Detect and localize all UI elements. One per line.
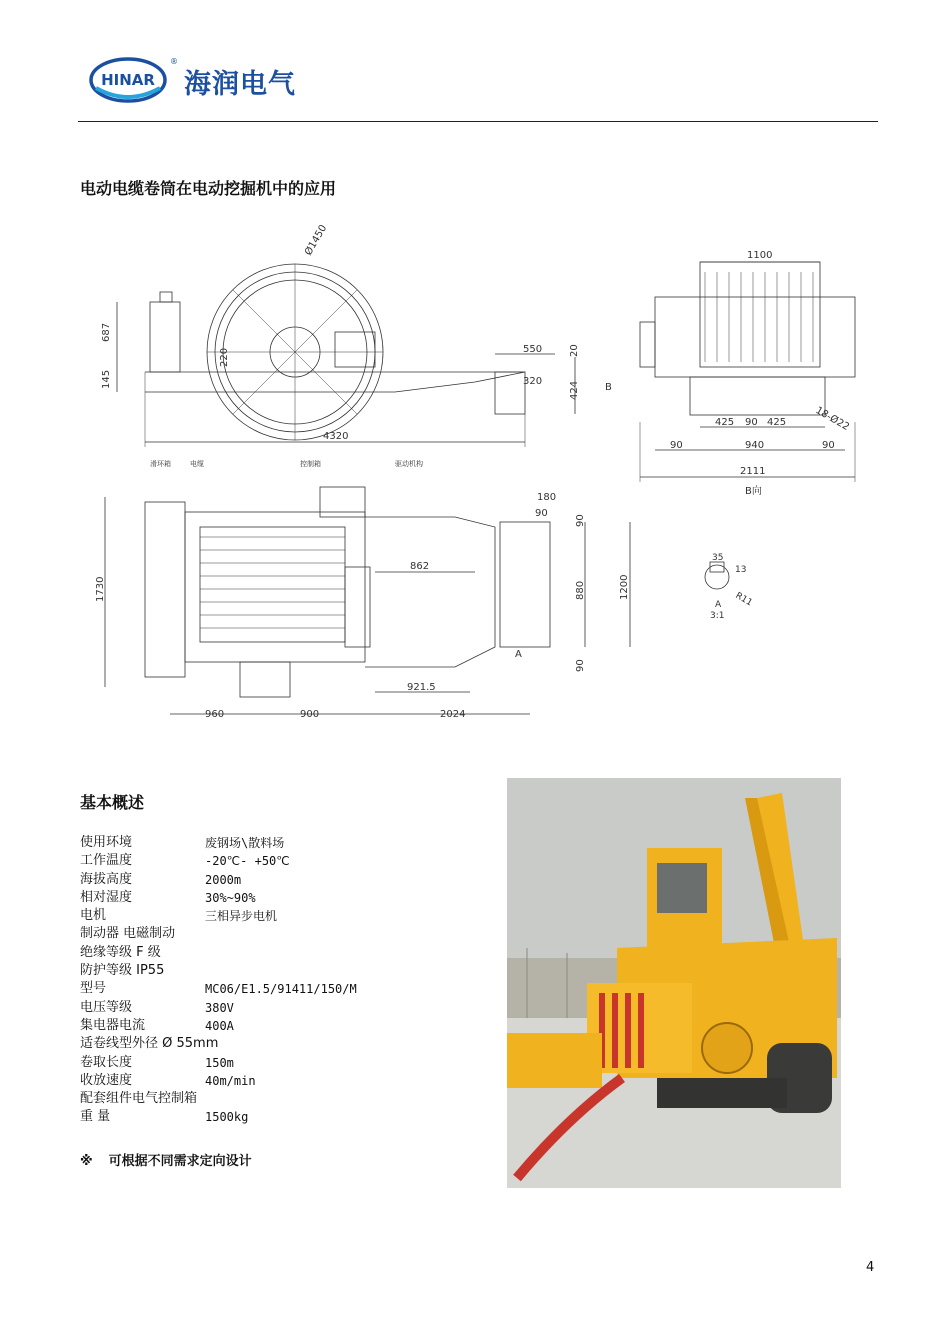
dim-90-mid: 90 xyxy=(745,417,758,428)
custom-design-note xyxy=(80,1150,268,1169)
dim-2111: 2111 xyxy=(740,466,766,477)
dim-20: 20 xyxy=(569,344,580,357)
detail-scale: 3:1 xyxy=(710,611,725,621)
spec-label: 适卷线型外径 Ø 55mm xyxy=(80,1036,219,1052)
note-text: 可根据不同需求定向设计 xyxy=(108,1154,252,1169)
spec-label: 使用环境 xyxy=(80,835,133,850)
spec-label: 绝缘等级 F 级 xyxy=(80,944,161,960)
logo-text: HINAR xyxy=(101,71,155,89)
side-view xyxy=(117,264,575,447)
spec-row xyxy=(80,999,500,1017)
dim-1730: 1730 xyxy=(95,576,106,602)
engineering-drawing xyxy=(95,223,860,732)
spec-row xyxy=(80,1017,500,1035)
spec-value: 150m xyxy=(205,1055,234,1070)
dim-900: 900 xyxy=(300,709,320,720)
spec-label: 防护等级 IP55 xyxy=(80,963,165,979)
spec-row xyxy=(80,1072,500,1090)
dim-687: 687 xyxy=(101,322,112,342)
dim-diameter: Ø1450 xyxy=(303,223,330,258)
dim-862: 862 xyxy=(410,561,430,572)
spec-row xyxy=(80,871,500,889)
dim-220: 220 xyxy=(219,347,230,367)
detail-35: 35 xyxy=(712,553,724,563)
detail-a xyxy=(705,562,729,589)
spec-label: 集电器电流 xyxy=(80,1017,146,1033)
label-a: A xyxy=(515,649,522,660)
header-divider xyxy=(78,121,878,122)
spec-label: 电机 xyxy=(80,908,107,924)
dim-1100: 1100 xyxy=(747,250,773,261)
dim-90-bottom: 90 xyxy=(575,659,586,672)
spec-row xyxy=(80,889,500,907)
spec-row xyxy=(80,1035,500,1053)
dim-145: 145 xyxy=(101,369,112,389)
dim-90a: 90 xyxy=(670,440,683,451)
dim-425b: 425 xyxy=(767,417,787,428)
hinar-logo-icon xyxy=(88,54,178,104)
detail-13: 13 xyxy=(735,565,747,575)
dim-940: 940 xyxy=(745,440,765,451)
dim-425a: 425 xyxy=(715,417,735,428)
spec-value: 40m/min xyxy=(205,1073,256,1088)
spec-row xyxy=(80,1090,500,1108)
spec-value: 400A xyxy=(205,1018,234,1033)
spec-value: 2000m xyxy=(205,872,242,887)
dim-holes: 18-Ø22 xyxy=(813,405,851,434)
spec-value: 30%~90% xyxy=(205,890,256,905)
dim-180: 180 xyxy=(537,492,557,503)
detail-label-a: A xyxy=(715,600,722,610)
application-title: 电动电缆卷筒在电动挖掘机中的应用 xyxy=(80,179,337,198)
plan-view xyxy=(105,487,630,714)
spec-label: 型号 xyxy=(80,981,107,997)
dim-2024: 2024 xyxy=(440,709,466,720)
callout-drive: 驱动机构 xyxy=(395,460,423,468)
callout-control-box: 控制箱 xyxy=(300,460,321,468)
spec-value: 1500kg xyxy=(205,1110,249,1125)
detail-r11: R11 xyxy=(733,590,754,609)
dim-550: 550 xyxy=(523,344,543,355)
spec-label: 重 量 xyxy=(80,1109,111,1125)
spec-label: 配套组件电气控制箱 xyxy=(80,1091,198,1107)
dim-90-top: 90 xyxy=(535,508,548,519)
spec-value: MC06/E1.5/91411/150/M xyxy=(205,982,357,997)
spec-label: 海拔高度 xyxy=(80,871,133,887)
registered-mark: ® xyxy=(170,57,178,66)
page-number: 4 xyxy=(866,1260,875,1275)
dim-90b: 90 xyxy=(822,440,835,451)
company-logo xyxy=(88,52,328,112)
spec-row xyxy=(80,834,500,852)
spec-label: 相对湿度 xyxy=(80,889,133,905)
dim-4320: 4320 xyxy=(323,431,349,442)
dim-90-right: 90 xyxy=(575,514,586,527)
spec-value: 废钢场\散料场 xyxy=(205,836,285,850)
spec-row xyxy=(80,980,500,998)
spec-label: 工作温度 xyxy=(80,853,133,869)
excavator-photo xyxy=(507,778,841,1188)
spec-value: 380V xyxy=(205,1000,234,1015)
spec-label: 卷取长度 xyxy=(80,1054,133,1070)
overview-title: 基本概述 xyxy=(80,793,145,812)
callout-cable: 电缆 xyxy=(190,460,204,468)
spec-list xyxy=(80,834,500,1127)
spec-value: 三相异步电机 xyxy=(205,909,278,924)
callout-slip-ring-box: 滑环箱 xyxy=(150,460,171,468)
spec-label: 收放速度 xyxy=(80,1072,133,1088)
spec-row xyxy=(80,1108,500,1126)
spec-row xyxy=(80,925,500,943)
spec-row xyxy=(80,852,500,870)
spec-value: -20℃- +50℃ xyxy=(205,854,290,869)
spec-row xyxy=(80,944,500,962)
spec-label: 制动器 电磁制动 xyxy=(80,926,176,942)
dim-320: 320 xyxy=(523,376,543,387)
dim-880: 880 xyxy=(575,580,586,600)
spec-row xyxy=(80,907,500,925)
spec-label: 电压等级 xyxy=(80,999,133,1015)
spec-row xyxy=(80,1054,500,1072)
spec-row xyxy=(80,962,500,980)
dim-921-5: 921.5 xyxy=(407,682,436,693)
company-name: 海润电气 xyxy=(184,69,296,100)
view-b-label: B向 xyxy=(745,486,762,497)
dim-424: 424 xyxy=(569,380,580,400)
dim-960: 960 xyxy=(205,709,225,720)
note-mark: ※ xyxy=(80,1154,93,1169)
label-b: B xyxy=(605,382,612,393)
dim-1200: 1200 xyxy=(619,574,630,600)
